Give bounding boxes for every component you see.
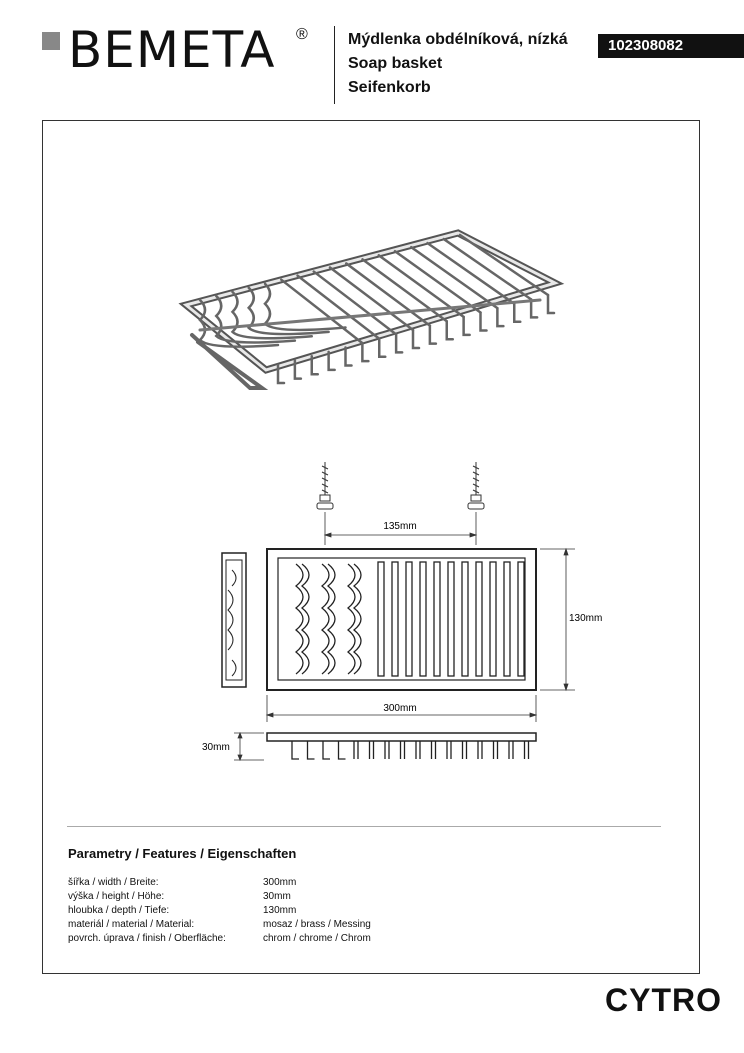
feature-label: šířka / width / Breite: xyxy=(68,877,159,888)
top-view-wire xyxy=(378,562,384,676)
product-photo xyxy=(186,233,555,388)
front-view xyxy=(267,733,536,759)
front-view-leg xyxy=(323,741,330,759)
feature-value: 130mm xyxy=(263,905,297,916)
basket-wire-wavy xyxy=(233,292,312,338)
screw-right xyxy=(468,462,484,509)
basket-wire xyxy=(460,235,548,295)
basket-wire-wavy xyxy=(249,288,329,334)
top-view-wire xyxy=(434,562,440,676)
top-view-wire xyxy=(448,562,454,676)
title-de: Seifenkorb xyxy=(348,79,431,96)
feature-value: 30mm xyxy=(263,891,291,902)
features-divider xyxy=(67,826,661,827)
title-en: Soap basket xyxy=(348,55,443,72)
basket-leg xyxy=(396,334,402,352)
title-cz: Mýdlenka obdélníková, nízká xyxy=(348,31,568,48)
top-view-wire xyxy=(406,562,412,676)
basket-leg xyxy=(548,295,554,313)
top-view xyxy=(267,549,536,690)
basket-leg xyxy=(430,326,436,344)
feature-value: mosaz / brass / Messing xyxy=(263,919,371,930)
screw-left xyxy=(317,462,333,509)
basket-wire xyxy=(395,251,481,312)
features-title: Parametry / Features / Eigenschaften xyxy=(68,846,297,861)
basket-leg xyxy=(413,330,419,348)
top-view-wavy-wire xyxy=(322,564,329,674)
basket-leg xyxy=(497,308,503,326)
feature-label: výška / height / Höhe: xyxy=(68,891,165,902)
registered-mark: ® xyxy=(296,26,308,43)
front-view-leg xyxy=(385,741,389,759)
mounting-screws xyxy=(317,462,484,509)
front-view-leg xyxy=(432,741,436,759)
front-view-leg xyxy=(292,741,299,759)
basket-wire xyxy=(314,272,396,335)
basket-leg xyxy=(379,339,385,357)
basket-leg xyxy=(362,343,368,361)
top-view-wavy-wire xyxy=(348,564,355,674)
feature-label: hloubka / depth / Tiefe: xyxy=(68,905,170,916)
feature-row-material xyxy=(68,918,371,932)
feature-row-width xyxy=(68,876,296,890)
dim-label-height: 30mm xyxy=(202,742,230,753)
top-view-wire xyxy=(504,562,510,676)
side-view xyxy=(222,553,246,687)
front-view-leg xyxy=(463,741,467,759)
front-view-leg xyxy=(447,741,451,759)
top-view-wire xyxy=(518,562,524,676)
feature-label: materiál / material / Material: xyxy=(68,919,195,930)
front-view-leg xyxy=(354,741,358,759)
feature-row-height xyxy=(68,890,291,904)
front-view-leg xyxy=(494,741,498,759)
dim-label-width: 300mm xyxy=(383,703,417,714)
basket-leg xyxy=(447,321,453,339)
front-view-leg xyxy=(339,741,346,759)
basket-wire xyxy=(330,268,413,331)
top-view-wire xyxy=(420,562,426,676)
front-view-leg xyxy=(525,741,529,759)
top-view-wire xyxy=(392,562,398,676)
top-view-wire xyxy=(462,562,468,676)
basket-leg xyxy=(464,317,470,335)
dim-label-depth: 130mm xyxy=(569,613,603,624)
basket-leg xyxy=(514,304,520,322)
front-view-leg xyxy=(416,741,420,759)
front-view-leg xyxy=(370,741,374,759)
feature-label: povrch. úprava / finish / Oberfläche: xyxy=(68,933,226,944)
top-view-wire xyxy=(476,562,482,676)
basket-leg xyxy=(346,348,352,366)
basket-leg xyxy=(481,313,487,331)
feature-value: chrom / chrome / Chrom xyxy=(263,933,371,944)
basket-wire xyxy=(411,247,497,308)
product-code: 102308082 xyxy=(598,34,744,58)
front-view-leg xyxy=(308,741,315,759)
series-name: CYTRO xyxy=(605,982,722,1018)
feature-row-finish xyxy=(68,932,371,946)
top-view-wavy-wire xyxy=(296,564,303,674)
feature-row-depth xyxy=(68,904,296,918)
feature-value: 300mm xyxy=(263,877,297,888)
front-view-leg xyxy=(478,741,482,759)
front-view-leg xyxy=(509,741,513,759)
top-view-wire xyxy=(490,562,496,676)
front-view-leg xyxy=(401,741,405,759)
dimension-height xyxy=(234,733,264,760)
dim-label-screw-spacing: 135mm xyxy=(383,521,417,532)
basket-leg xyxy=(329,352,335,370)
brand-name: BEMETA xyxy=(68,21,276,79)
